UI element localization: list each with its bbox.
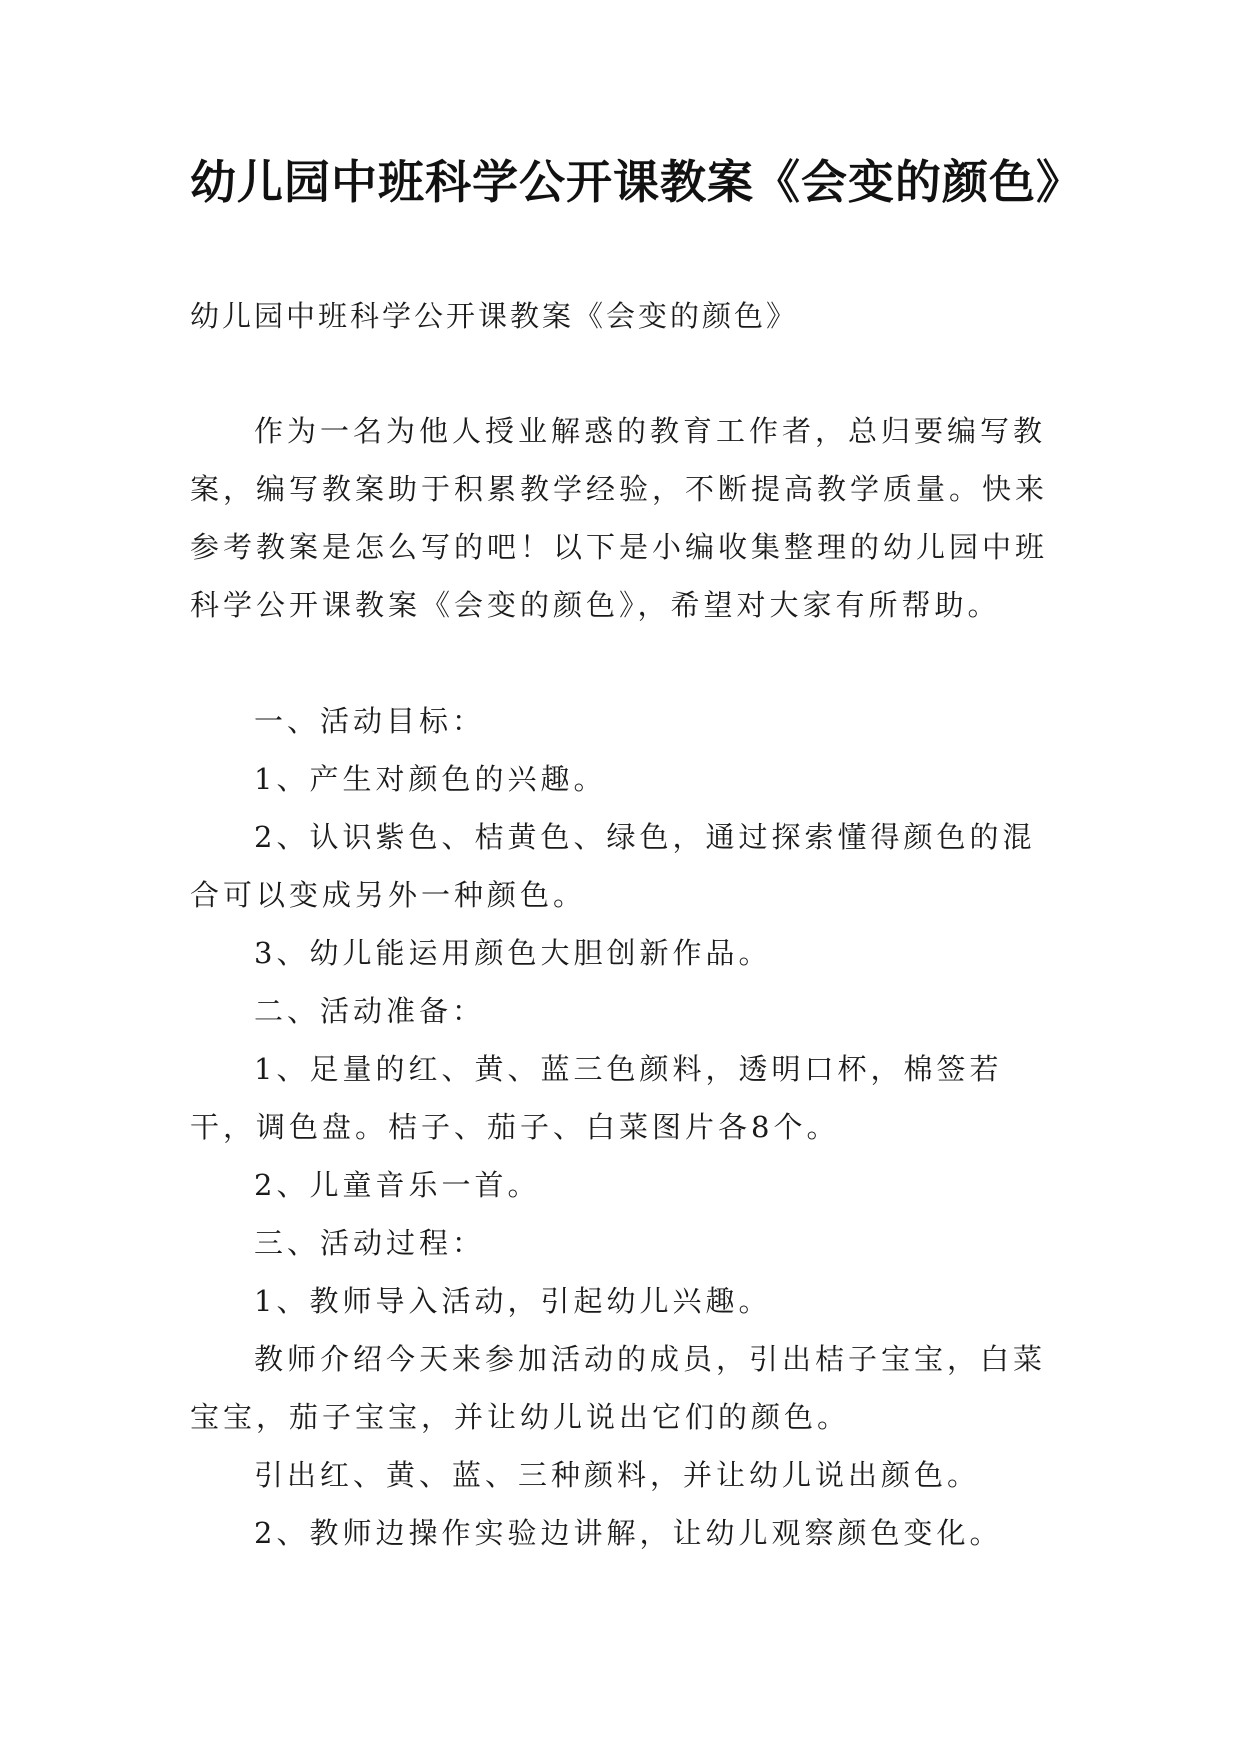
process-step-1: 1、教师导入活动，引起幼儿兴趣。 <box>254 1284 772 1318</box>
goal-item-1: 1、产生对颜色的兴趣。 <box>254 762 607 796</box>
goal-item-3: 3、幼儿能运用颜色大胆创新作品。 <box>254 936 772 970</box>
preparation-item-1: 1、足量的红、黄、蓝三色颜料，透明口杯，棉签若干，调色盘。桔子、茄子、白菜图片各8个。 <box>190 1052 1003 1144</box>
process-paragraph: 引出红、黄、蓝、三种颜料，并让幼儿说出颜色。 <box>254 1458 981 1492</box>
process-paragraph: 教师介绍今天来参加活动的成员，引出桔子宝宝，白菜宝宝，茄子宝宝，并让幼儿说出它们的颜色。 <box>190 1342 1047 1434</box>
intro-paragraph: 作为一名为他人授业解惑的教育工作者，总归要编写教案，编写教案助于积累教学经验，不断提高教学质量。快来参考教案是怎么写的吧！以下是小编收集整理的幼儿园中班科学公开课教案《会变的颜色》，希望对大家有所帮助。 <box>190 414 1049 622</box>
lesson-content <box>190 692 1050 1562</box>
intro-section <box>190 402 1050 634</box>
process-step-2: 2、教师边操作实验边讲解，让幼儿观察颜色变化。 <box>254 1516 1003 1550</box>
heading-activity-goals: 一、活动目标： <box>254 704 486 738</box>
heading-activity-preparation: 二、活动准备： <box>254 994 486 1028</box>
document-title: 幼儿园中班科学公开课教案《会变的颜色》 <box>190 155 1083 209</box>
preparation-item-2: 2、儿童音乐一首。 <box>254 1168 541 1202</box>
goal-item-2: 2、认识紫色、桔黄色、绿色，通过探索懂得颜色的混合可以变成另外一种颜色。 <box>190 820 1036 912</box>
heading-activity-process: 三、活动过程： <box>254 1226 486 1260</box>
document-subtitle: 幼儿园中班科学公开课教案《会变的颜色》 <box>190 299 799 333</box>
